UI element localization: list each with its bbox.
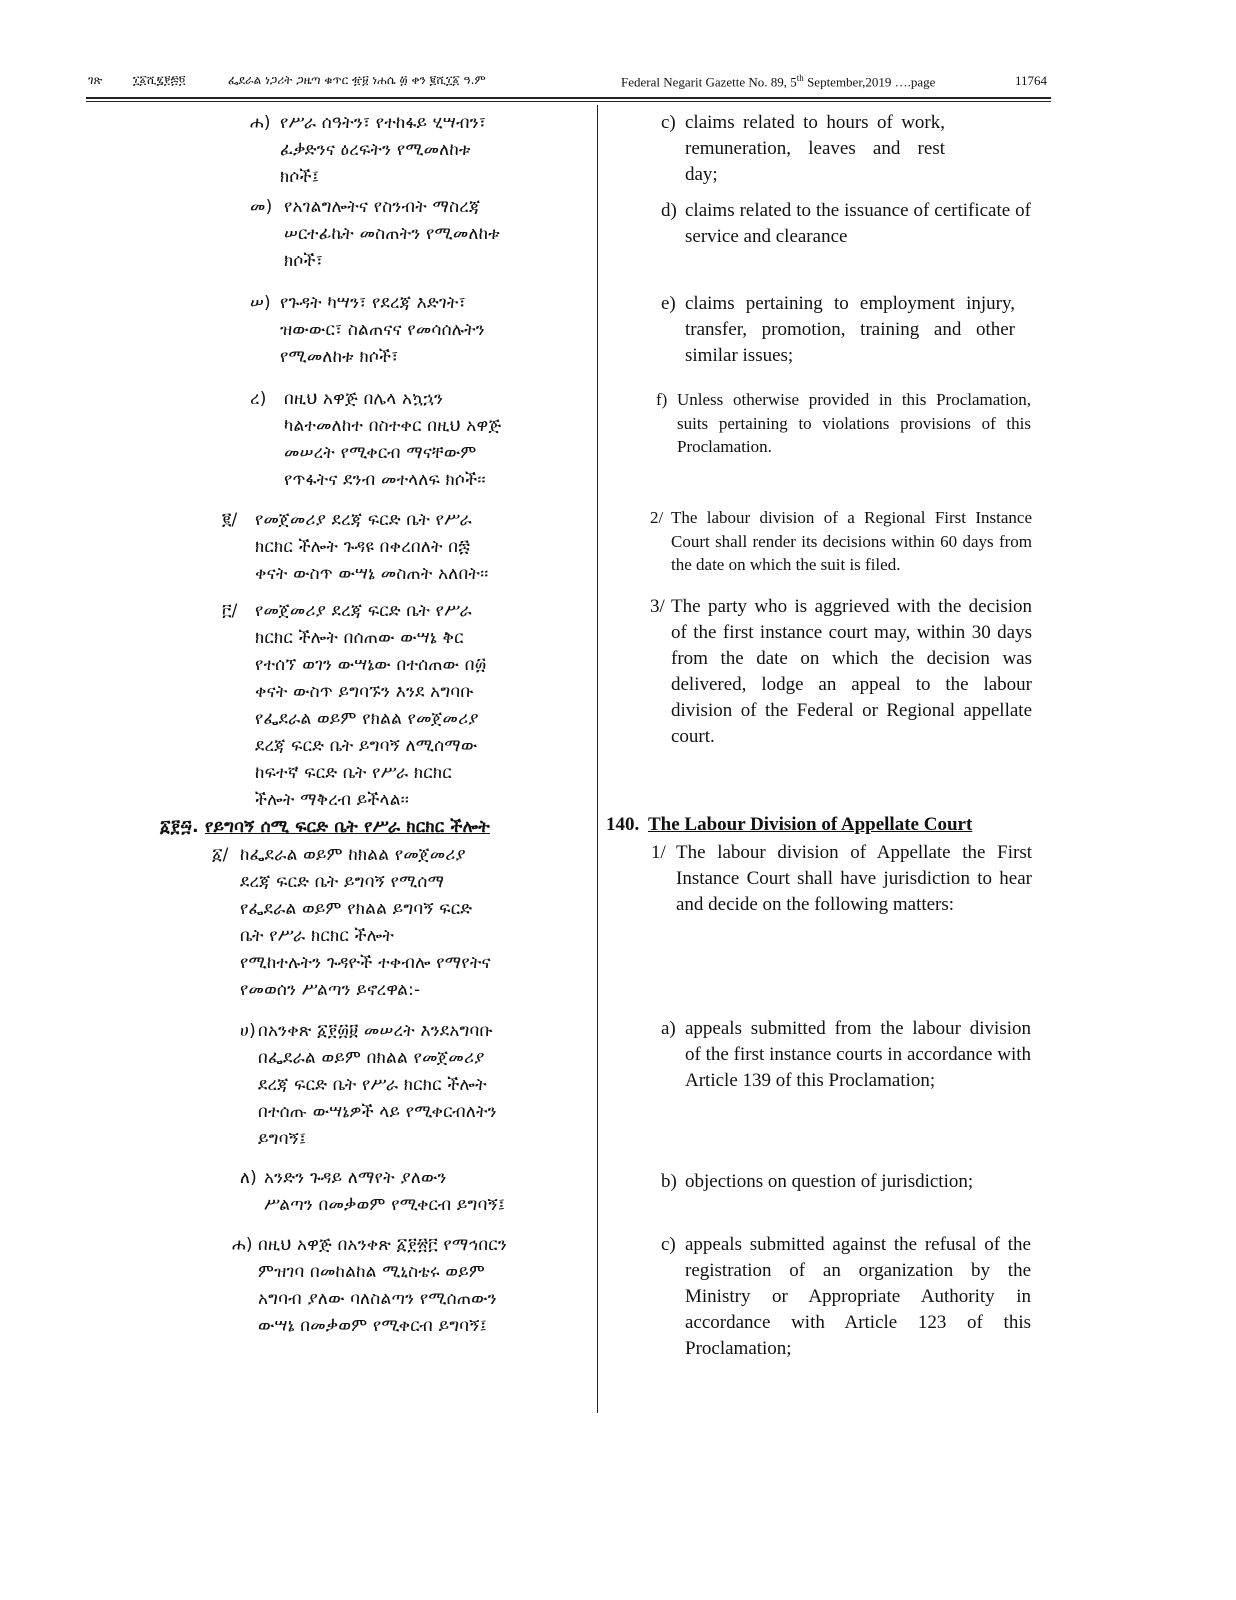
am-item-c-marker: ሐ) bbox=[250, 113, 271, 133]
am-line: የመወሰን ሥልጣን ይኖረዋል:- bbox=[240, 980, 421, 1000]
am-art140-sub-1 bbox=[240, 842, 491, 1004]
am-line: ምዝገባ በመከልከል ሚኒስቴሩ ወይም bbox=[258, 1262, 485, 1282]
en-item-a-marker: a) bbox=[661, 1018, 676, 1039]
am-line: ችሎት ማቅረብ ይችላል፡፡ bbox=[255, 790, 410, 810]
am-line: ይግባኝ፤ bbox=[258, 1129, 307, 1149]
header-page-number: 11764 bbox=[1015, 73, 1048, 88]
am-line: ክሶች፤ bbox=[280, 167, 319, 187]
en-item-c2: appeals submitted against the refusal of the registration of an organization by the Ministry or Appropriate Authority in accordance with Article 123 of this Proclamation; bbox=[685, 1234, 1031, 1359]
am-line: የተሰኘ ወገን ውሣኔው በተሰጠው በ፴ bbox=[255, 655, 487, 675]
en-article-number: 140. bbox=[606, 814, 640, 835]
am-article-140-heading bbox=[160, 814, 490, 841]
en-sub-2-marker: 2/ bbox=[650, 508, 664, 527]
am-line: ዝውውር፣ ስልጠናና የመሳሰሉትን bbox=[280, 320, 485, 340]
am-sub-2-marker: ፪/ bbox=[222, 510, 238, 530]
am-item-d-marker: መ) bbox=[250, 197, 273, 217]
am-line: የጥፋትና ደንብ መተላለፍ ክሶች፡፡ bbox=[284, 470, 486, 490]
am-line: የሚከተሉትን ጉዳዮች ተቀብሎ የማየትና bbox=[240, 953, 491, 973]
am-line: የሥራ ሰዓትን፣ የተከፋይ ሂሣብን፣ bbox=[280, 113, 487, 133]
am-line: የሚመለከቱ ክሶች፣ bbox=[280, 347, 399, 367]
en-item-c-marker: c) bbox=[661, 112, 676, 133]
am-item-c2 bbox=[258, 1232, 507, 1340]
am-line: ፈቃድንና ዕረፍትን የሚመለከቱ bbox=[280, 140, 471, 160]
header-english-title bbox=[621, 73, 935, 90]
am-line: የመጀመሪያ ደረጃ ፍርድ ቤት የሥራ bbox=[255, 601, 472, 621]
header-page-label: ገጽ bbox=[88, 73, 103, 87]
en-art140-sub-1-marker: 1/ bbox=[651, 842, 666, 863]
header-english-title-sup: th bbox=[796, 73, 804, 83]
am-line: ካልተመለከተ በስተቀር በዚህ አዋጅ bbox=[284, 416, 502, 436]
am-sub-3-marker: ፫/ bbox=[222, 601, 238, 621]
am-item-c bbox=[280, 110, 486, 191]
am-item-e-marker: ሠ) bbox=[250, 293, 271, 313]
header-english-title-main: Federal Negarit Gazette No. 89, 5 bbox=[621, 74, 797, 90]
am-line: ቤት የሥራ ክርክር ችሎት bbox=[240, 926, 395, 946]
am-line: የጉዳት ካሣን፣ የደረጃ እድገት፣ bbox=[280, 293, 466, 313]
am-sub-3 bbox=[255, 598, 486, 814]
am-line: ክርክር ችሎት በሰጠው ውሣኔ ቅር bbox=[255, 628, 464, 648]
header-english-title-rest: September,2019 ….page bbox=[807, 74, 936, 90]
am-item-b-marker: ለ) bbox=[240, 1168, 257, 1188]
am-line: የመጀመሪያ ደረጃ ፍርድ ቤት የሥራ bbox=[255, 510, 472, 530]
en-sub-3: The party who is aggrieved with the decision of the first instance court may, within 30 days from the date on which the decision was delivered, lodge an appeal to the labour division of the Federal or Regional appellate court. bbox=[671, 596, 1032, 747]
am-line: በተሰጡ ውሣኔዎች ላይ የሚቀርብለትን bbox=[258, 1102, 497, 1122]
am-line: የፌደራል ወይም የክልል የመጀመሪያ bbox=[255, 709, 479, 729]
am-line: ከፌደራል ወይም ከክልል የመጀመሪያ bbox=[240, 845, 466, 865]
am-line: ሠርተፊኬት መስጠትን የሚመለከቱ bbox=[284, 224, 500, 244]
en-item-e-marker: e) bbox=[661, 293, 676, 314]
am-article-number: ፩፻፵. bbox=[160, 817, 199, 837]
en-article-title: The Labour Division of Appellate Court bbox=[648, 814, 973, 835]
am-article-title: የይግባኝ ሰሚ ፍርድ ቤት የሥራ ክርክር ችሎት bbox=[204, 817, 490, 837]
am-item-f bbox=[284, 386, 501, 494]
en-item-d: claims related to the issuance of certificate of service and clearance bbox=[685, 200, 1031, 247]
header-page-number-amharic: ፲፩ሺ፯፻፷፬ bbox=[133, 73, 186, 87]
en-sub-3-marker: 3/ bbox=[650, 596, 665, 617]
column-divider bbox=[597, 105, 598, 1413]
en-item-a: appeals submitted from the labour division of the first instance courts in accordance with Article 139 of this Proclamation; bbox=[685, 1018, 1031, 1091]
am-line: በአንቀጽ ፩፻፴፱ መሠረት እንደአግባቡ bbox=[258, 1021, 493, 1041]
am-line: ቀናት ውስጥ ይግባኙን እንደ አግባቡ bbox=[255, 682, 474, 702]
en-item-b: objections on question of jurisdiction; bbox=[685, 1171, 974, 1192]
en-item-f-marker: f) bbox=[656, 390, 668, 409]
am-line: አንድን ጉዳይ ለማየት ያለውን bbox=[264, 1168, 447, 1188]
header-amharic-title: ፌደራል ነጋሪት ጋዜጣ ቁጥር ፹፱ ነሐሴ ፴ ቀን ፪ሺ፲፩ ዓ.ም bbox=[228, 73, 486, 87]
am-line: በዚህ አዋጅ በሌላ አኳኋን bbox=[284, 389, 444, 409]
am-item-d bbox=[284, 194, 500, 275]
header-rule-bottom bbox=[86, 101, 1051, 102]
en-item-b-marker: b) bbox=[661, 1171, 677, 1192]
am-line: የአገልግሎትና የስንብት ማስረጃ bbox=[284, 197, 481, 217]
en-item-e: claims pertaining to employment injury, transfer, promotion, training and other similar issues; bbox=[685, 293, 1015, 366]
en-article-140-heading bbox=[606, 812, 972, 838]
am-line: በዚህ አዋጅ በአንቀጽ ፩፻፳፫ የማኅበርን bbox=[258, 1235, 508, 1255]
en-sub-2: The labour division of a Regional First Instance Court shall render its decisions within 60 days from the date on which the suit is filed. bbox=[671, 508, 1032, 574]
am-line: ከፍተኛ ፍርድ ቤት የሥራ ክርክር bbox=[255, 763, 452, 783]
am-line: ሥልጣን በመቃወም የሚቀርብ ይግባኝ፤ bbox=[264, 1195, 506, 1215]
am-sub-2 bbox=[255, 507, 489, 588]
am-item-a bbox=[258, 1018, 497, 1153]
am-line: ቀናት ውስጥ ውሣኔ መስጠት አለበት፡፡ bbox=[255, 564, 489, 584]
am-item-e bbox=[280, 290, 485, 371]
am-line: መሠረት የሚቀርብ ማናቸውም bbox=[284, 443, 477, 463]
en-item-f: Unless otherwise provided in this Proclamation, suits pertaining to violations provisions of this Proclamation. bbox=[677, 390, 1031, 456]
am-item-f-marker: ረ) bbox=[250, 389, 267, 409]
am-item-c2-marker: ሐ) bbox=[232, 1235, 253, 1255]
en-item-c: claims related to hours of work, remuneration, leaves and rest day; bbox=[685, 112, 945, 185]
am-line: ደረጃ ፍርድ ቤት የሥራ ክርክር ችሎት bbox=[258, 1075, 487, 1095]
am-line: ክሶች፣ bbox=[284, 251, 323, 271]
en-art140-sub-1: The labour division of Appellate the First Instance Court shall have jurisdiction to hear and decide on the following matters: bbox=[676, 842, 1032, 915]
am-item-b bbox=[264, 1165, 505, 1219]
am-line: አግባብ ያለው ባለስልጣን የሚሰጠውን bbox=[258, 1289, 497, 1309]
am-line: በፌደራል ወይም በክልል የመጀመሪያ bbox=[258, 1048, 485, 1068]
am-line: ክርክር ችሎት ጉዳዩ በቀረበለት በ፷ bbox=[255, 537, 471, 557]
am-art140-sub-1-marker: ፩/ bbox=[212, 845, 229, 865]
am-line: ደረጃ ፍርድ ቤት ይግባኝ የሚሰማ bbox=[240, 872, 445, 892]
am-line: ደረጃ ፍርድ ቤት ይግባኝ ለሚሰማው bbox=[255, 736, 478, 756]
am-item-a-marker: ሀ) bbox=[240, 1021, 256, 1041]
header-rule-top bbox=[86, 97, 1051, 99]
en-item-d-marker: d) bbox=[661, 200, 677, 221]
en-item-c2-marker: c) bbox=[661, 1234, 676, 1255]
am-line: ውሣኔ በመቃወም የሚቀርብ ይግባኝ፤ bbox=[258, 1316, 487, 1336]
am-line: የፌደራል ወይም የክልል ይግባኝ ፍርድ bbox=[240, 899, 473, 919]
